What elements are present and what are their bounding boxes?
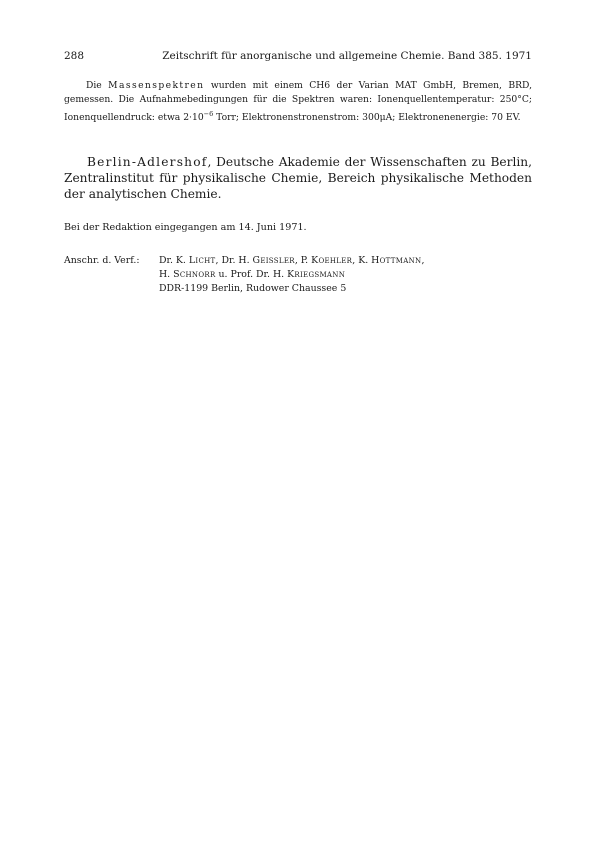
author-name-text: Dr. K. xyxy=(159,255,189,266)
author-name-text: , xyxy=(421,255,425,266)
author-surname: Schnorr xyxy=(173,269,216,280)
affiliation-place: Berlin-Adlershof xyxy=(87,155,208,169)
author-surname: Licht xyxy=(188,255,216,266)
author-name-text: , K. xyxy=(352,255,372,266)
page-number: 288 xyxy=(64,50,85,62)
note-body: wurden mit einem CH6 der Varian MAT GmbH, Bremen, BRD, gemessen. Die Aufnahmebedingungen für die Spektren waren: Ionenquellentemperatur: 250°C; Ionenquellendruck: etwa 2·10 xyxy=(64,80,532,124)
journal-title: Zeitschrift für anorganische und allgemeine Chemie. Band 385. 1971 xyxy=(162,50,532,62)
author-surname: Koehler xyxy=(311,255,353,266)
author-name-text: u. Prof. Dr. H. xyxy=(215,269,288,280)
address-authors-line-2 xyxy=(159,268,532,282)
running-header xyxy=(64,50,532,66)
note-exponent: −6 xyxy=(203,110,214,118)
address-label: Anschr. d. Verf.: xyxy=(64,255,140,266)
author-surname: Kriegsmann xyxy=(287,269,346,280)
author-name-text: , Dr. H. xyxy=(215,255,253,266)
note-lead: Die xyxy=(86,80,109,91)
affiliation-paragraph xyxy=(64,154,532,202)
received-date: Bei der Redaktion eingegangen am 14. Juni 1971. xyxy=(64,222,307,233)
affiliation-text: , Deutsche Akademie der Wissenschaften zu Berlin, Zentralinstitut für physikalische Chemie, Bereich physikalische Methoden der analytischen Chemie. xyxy=(64,155,532,201)
address-authors-line-1 xyxy=(159,254,532,268)
note-tail: Torr; Elektronenstronenstrom: 300μA; Elektronenenergie: 70 EV. xyxy=(213,112,521,124)
author-name-text: H. xyxy=(159,269,174,280)
author-surname: Hottmann xyxy=(371,255,422,266)
note-spaced-word: Massenspektren xyxy=(108,80,205,91)
address-lines xyxy=(159,254,532,296)
measurement-note xyxy=(64,79,532,125)
author-name-text: , P. xyxy=(294,255,312,266)
address-street-line: DDR-1199 Berlin, Rudower Chaussee 5 xyxy=(159,283,347,294)
author-surname: Geissler xyxy=(252,255,295,266)
